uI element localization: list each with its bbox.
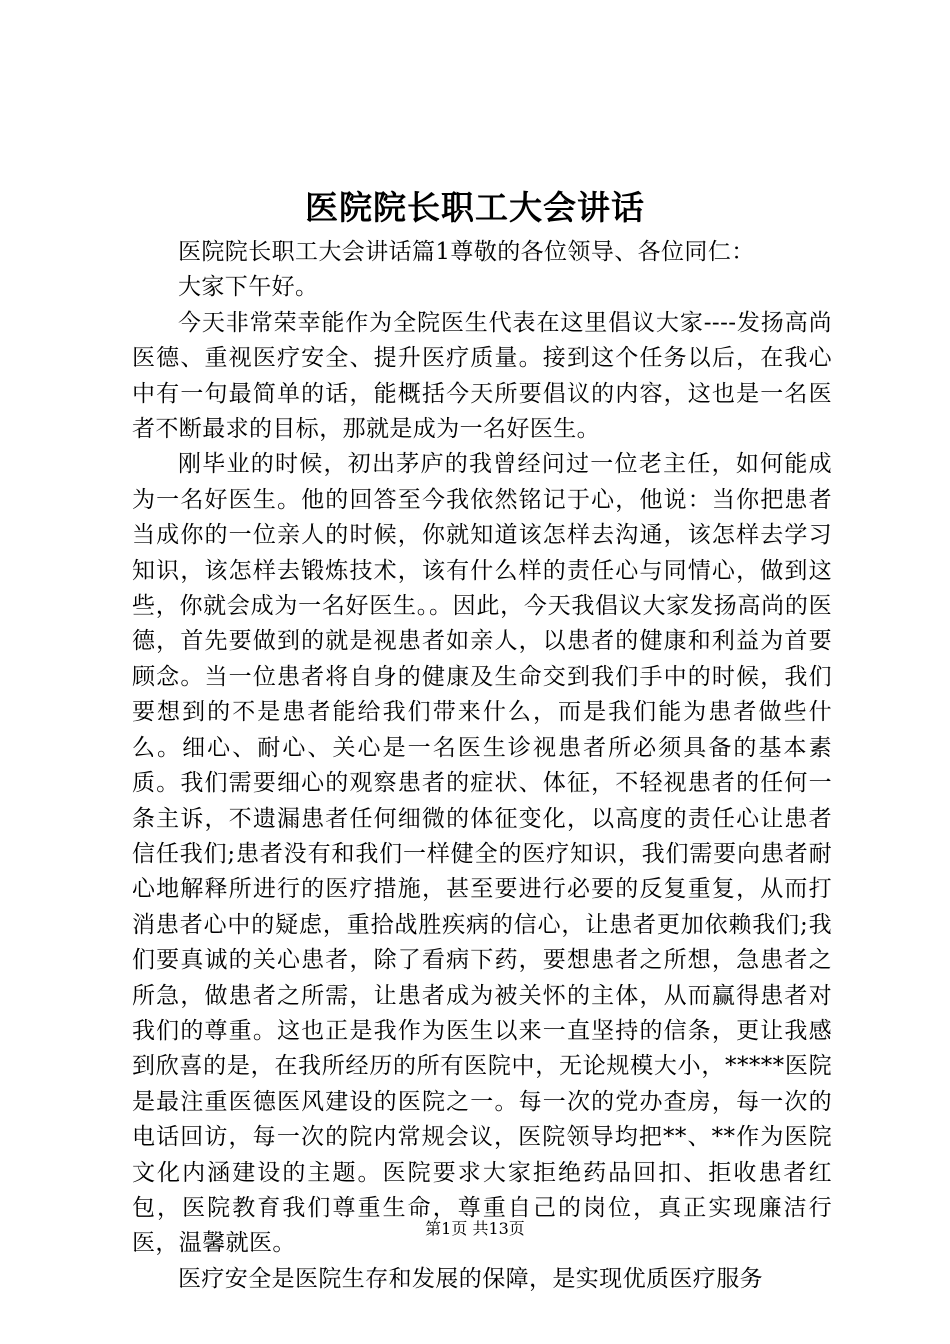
paragraph-greeting: 大家下午好。	[178, 274, 319, 301]
document-title: 医院院长职工大会讲话	[305, 188, 645, 227]
paragraph-main: 刚毕业的时候，初出茅庐的我曾经问过一位老主任，如何能成为一名好医生。他的回答至今我依然铭记于心，他说：当你把患者当成你的一位亲人的时候，你就知道该怎样去沟通，该怎样去学习知识，该怎样去锻炼技术，该有什么样的责任心与同情心，做到这些，你就会成为一名好医生。。因此，今天我倡议大家发扬高尚的医德，首先要做到的就是视患者如亲人，以患者的健康和利益为首要顾念。当一位患者将自身的健康及生命交到我们手中的时候，我们要想到的不是患者能给我们带来什么，而是我们能为患者做些什么。细心、耐心、关心是一名医生诊视患者所必须具备的基本素质。我们需要细心的观察患者的症状、体征，不轻视患者的任何一条主诉，不遗漏患者任何细微的体征变化，以高度的责任心让患者信任我们;患者没有和我们一样健全的医疗知识，我们需要向患者耐心地解释所进行的医疗措施，甚至要进行必要的反复重复，从而打消患者心中的疑虑，重拾战胜疾病的信心，让患者更加依赖我们;我们要真诚的关心患者，除了看病下药，要想患者之所想，急患者之所急，做患者之所需，让患者成为被关怀的主体，从而赢得患者对我们的尊重。这也正是我作为医生以来一直坚持的信条，更让我感到欣喜的是，在我所经历的所有医院中，无论规模大小，*****医院是最注重医德医风建设的医院之一。每一次的党办查房，每一次的电话回访，每一次的院内常规会议，医院领导均把**、**作为医院文化内涵建设的主题。医院要求大家拒绝药品回扣、拒收患者红包，医院教育我们尊重生命，尊重自己的岗位，真正实现廉洁行医，温馨就医。	[132, 451, 832, 1257]
paragraph-intro: 今天非常荣幸能作为全院医生代表在这里倡议大家----发扬高尚医德、重视医疗安全、提升医疗质量。接到这个任务以后，在我心中有一句最简单的话，能概括今天所要倡议的内容，这也是一名医者不断最求的目标，那就是成为一名好医生。	[132, 309, 832, 443]
paragraph-opening: 医院院长职工大会讲话篇1尊敬的各位领导、各位同仁：	[178, 239, 755, 265]
document-body	[132, 235, 832, 1297]
paragraph-safety: 医疗安全是医院生存和发展的保障，是实现优质医疗服务	[178, 1265, 763, 1292]
page-footer: 第1页 共13页	[425, 1219, 525, 1238]
